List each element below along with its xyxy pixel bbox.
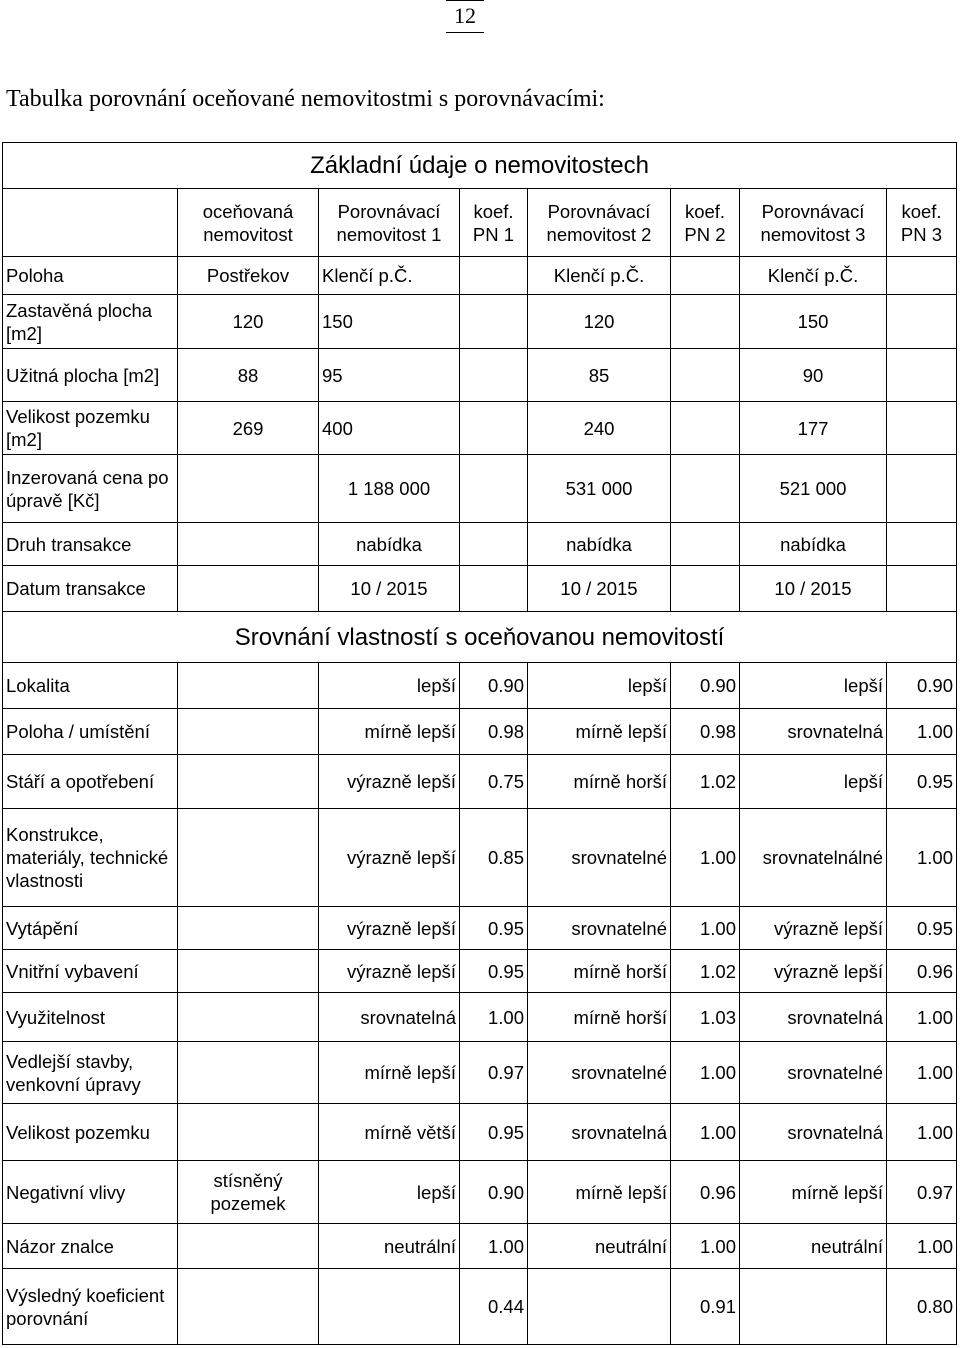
pn1-coefficient: 0.75 bbox=[460, 755, 528, 809]
comparison-table bbox=[2, 142, 957, 1345]
row-label: Velikost pozemku [m2] bbox=[3, 402, 178, 455]
pn1-coefficient: 0.95 bbox=[460, 907, 528, 950]
row-label: Stáří a opotřebení bbox=[3, 755, 178, 809]
subject-value bbox=[178, 1104, 319, 1161]
subject-value bbox=[178, 1042, 319, 1104]
pn3-coefficient: 1.00 bbox=[887, 993, 957, 1042]
header-subject: oceňovaná nemovitost bbox=[178, 189, 319, 257]
subject-value bbox=[178, 455, 319, 523]
subject-value bbox=[178, 663, 319, 709]
subject-value bbox=[178, 709, 319, 755]
pn3-result-coefficient: 0.80 bbox=[887, 1269, 957, 1345]
pn3-assessment: výrazně lepší bbox=[740, 907, 887, 950]
row-label: Vnitřní vybavení bbox=[3, 950, 178, 993]
pn2-coefficient: 0.90 bbox=[671, 663, 740, 709]
pn2-assessment: neutrální bbox=[528, 1224, 671, 1269]
section-comparison-title: Srovnání vlastností s oceňovanou nemovitostí bbox=[3, 612, 957, 663]
pn2-assessment: srovnatelné bbox=[528, 809, 671, 907]
pn1-value: 95 bbox=[319, 349, 460, 402]
result-row bbox=[3, 1269, 957, 1345]
pn1-value: 1 188 000 bbox=[319, 455, 460, 523]
pn3-coefficient: 0.96 bbox=[887, 950, 957, 993]
header-label-cell bbox=[3, 189, 178, 257]
table-row bbox=[3, 1161, 957, 1224]
pn3-coefficient: 1.00 bbox=[887, 709, 957, 755]
subject-value bbox=[178, 755, 319, 809]
subject-value bbox=[178, 1224, 319, 1269]
pn1-assessment: výrazně lepší bbox=[319, 950, 460, 993]
pn2-assessment: mírně horší bbox=[528, 993, 671, 1042]
pn1-value: Klenčí p.Č. bbox=[319, 257, 460, 295]
pn2-coefficient: 1.02 bbox=[671, 755, 740, 809]
table-row bbox=[3, 295, 957, 349]
pn2-value: nabídka bbox=[528, 523, 671, 566]
row-label: Velikost pozemku bbox=[3, 1104, 178, 1161]
pn2-assessment: srovnatelné bbox=[528, 1042, 671, 1104]
row-label: Zastavěná plocha [m2] bbox=[3, 295, 178, 349]
row-label: Lokalita bbox=[3, 663, 178, 709]
pn3-coefficient: 0.97 bbox=[887, 1161, 957, 1224]
row-label: Názor znalce bbox=[3, 1224, 178, 1269]
pn2-coefficient: 0.98 bbox=[671, 709, 740, 755]
pn1-coefficient: 0.90 bbox=[460, 663, 528, 709]
pn1-assessment: mírně větší bbox=[319, 1104, 460, 1161]
pn3-value: Klenčí p.Č. bbox=[740, 257, 887, 295]
subject-value: 269 bbox=[178, 402, 319, 455]
row-label: Užitná plocha [m2] bbox=[3, 349, 178, 402]
header-pn1: Porovnávací nemovitost 1 bbox=[319, 189, 460, 257]
pn2-coefficient: 0.96 bbox=[671, 1161, 740, 1224]
pn3-assessment: srovnatelná bbox=[740, 709, 887, 755]
pn1-coefficient: 1.00 bbox=[460, 993, 528, 1042]
pn2-value: Klenčí p.Č. bbox=[528, 257, 671, 295]
page-number: 12 bbox=[430, 0, 500, 33]
pn1-assessment: výrazně lepší bbox=[319, 907, 460, 950]
pn1-value: 400 bbox=[319, 402, 460, 455]
table-row bbox=[3, 1042, 957, 1104]
pn3-coefficient: 0.95 bbox=[887, 907, 957, 950]
pn3-assessment: srovnatelná bbox=[740, 1104, 887, 1161]
row-label: Konstrukce, materiály, technické vlastnosti bbox=[3, 809, 178, 907]
pn2-assessment: mírně horší bbox=[528, 950, 671, 993]
pn1-value: 10 / 2015 bbox=[319, 566, 460, 612]
pn2-coefficient: 1.00 bbox=[671, 907, 740, 950]
row-label: Poloha / umístění bbox=[3, 709, 178, 755]
pn2-assessment: lepší bbox=[528, 663, 671, 709]
pn2-assessment: srovnatelná bbox=[528, 1104, 671, 1161]
pn1-coefficient: 0.95 bbox=[460, 1104, 528, 1161]
header-pn2: Porovnávací nemovitost 2 bbox=[528, 189, 671, 257]
pn3-assessment: výrazně lepší bbox=[740, 950, 887, 993]
row-label: Poloha bbox=[3, 257, 178, 295]
table-row bbox=[3, 663, 957, 709]
pn2-coefficient: 1.03 bbox=[671, 993, 740, 1042]
pn2-value: 10 / 2015 bbox=[528, 566, 671, 612]
pn3-value: 177 bbox=[740, 402, 887, 455]
table-row bbox=[3, 566, 957, 612]
pn1-assessment: lepší bbox=[319, 1161, 460, 1224]
row-label: Využitelnost bbox=[3, 993, 178, 1042]
row-label: Druh transakce bbox=[3, 523, 178, 566]
pn2-value: 240 bbox=[528, 402, 671, 455]
subject-value bbox=[178, 993, 319, 1042]
table-row bbox=[3, 1224, 957, 1269]
row-label: Vytápění bbox=[3, 907, 178, 950]
pn3-assessment: srovnatelná bbox=[740, 993, 887, 1042]
pn3-assessment: lepší bbox=[740, 663, 887, 709]
header-koef-pn2: koef. PN 2 bbox=[671, 189, 740, 257]
table-row bbox=[3, 907, 957, 950]
pn2-assessment: srovnatelné bbox=[528, 907, 671, 950]
table-row bbox=[3, 950, 957, 993]
row-label: Datum transakce bbox=[3, 566, 178, 612]
subject-value: stísněný pozemek bbox=[178, 1161, 319, 1224]
pn3-value: nabídka bbox=[740, 523, 887, 566]
pn1-assessment: srovnatelná bbox=[319, 993, 460, 1042]
subject-value bbox=[178, 907, 319, 950]
row-label: Inzerovaná cena po úpravě [Kč] bbox=[3, 455, 178, 523]
pn1-value: 150 bbox=[319, 295, 460, 349]
pn2-value: 120 bbox=[528, 295, 671, 349]
row-label: Negativní vlivy bbox=[3, 1161, 178, 1224]
pn1-result-coefficient: 0.44 bbox=[460, 1269, 528, 1345]
table-row bbox=[3, 993, 957, 1042]
table-row bbox=[3, 809, 957, 907]
table-row bbox=[3, 709, 957, 755]
pn2-coefficient: 1.00 bbox=[671, 1104, 740, 1161]
pn3-coefficient: 1.00 bbox=[887, 1042, 957, 1104]
section-basic-title: Základní údaje o nemovitostech bbox=[3, 143, 957, 189]
pn3-coefficient: 0.95 bbox=[887, 755, 957, 809]
pn3-value: 521 000 bbox=[740, 455, 887, 523]
pn2-value: 85 bbox=[528, 349, 671, 402]
pn1-assessment: výrazně lepší bbox=[319, 755, 460, 809]
header-pn3: Porovnávací nemovitost 3 bbox=[740, 189, 887, 257]
pn1-coefficient: 0.98 bbox=[460, 709, 528, 755]
pn3-assessment: lepší bbox=[740, 755, 887, 809]
row-label: Výsledný koeficient porovnání bbox=[3, 1269, 178, 1345]
table-row bbox=[3, 349, 957, 402]
pn3-assessment: neutrální bbox=[740, 1224, 887, 1269]
subject-value bbox=[178, 566, 319, 612]
pn2-coefficient: 1.02 bbox=[671, 950, 740, 993]
pn1-coefficient: 0.95 bbox=[460, 950, 528, 993]
pn2-coefficient: 1.00 bbox=[671, 1042, 740, 1104]
pn1-assessment: výrazně lepší bbox=[319, 809, 460, 907]
pn2-assessment: mírně lepší bbox=[528, 709, 671, 755]
pn1-coefficient: 0.97 bbox=[460, 1042, 528, 1104]
pn3-assessment: srovnatelnálné bbox=[740, 809, 887, 907]
document-title: Tabulka porovnání oceňované nemovitostmi s porovnávacími: bbox=[6, 86, 605, 112]
pn1-assessment: lepší bbox=[319, 663, 460, 709]
subject-value bbox=[178, 523, 319, 566]
subject-value: 120 bbox=[178, 295, 319, 349]
pn3-coefficient: 1.00 bbox=[887, 1224, 957, 1269]
pn3-value: 90 bbox=[740, 349, 887, 402]
pn1-value: nabídka bbox=[319, 523, 460, 566]
pn1-assessment: mírně lepší bbox=[319, 709, 460, 755]
subject-value: Postřekov bbox=[178, 257, 319, 295]
pn2-coefficient: 1.00 bbox=[671, 1224, 740, 1269]
subject-value: 88 bbox=[178, 349, 319, 402]
pn3-coefficient: 1.00 bbox=[887, 1104, 957, 1161]
table-row bbox=[3, 755, 957, 809]
header-koef-pn3: koef. PN 3 bbox=[887, 189, 957, 257]
pn1-assessment: neutrální bbox=[319, 1224, 460, 1269]
table-row bbox=[3, 523, 957, 566]
pn1-coefficient: 0.85 bbox=[460, 809, 528, 907]
header-koef-pn1: koef. PN 1 bbox=[460, 189, 528, 257]
pn2-result-coefficient: 0.91 bbox=[671, 1269, 740, 1345]
pn2-value: 531 000 bbox=[528, 455, 671, 523]
table-row bbox=[3, 1104, 957, 1161]
pn2-assessment: mírně horší bbox=[528, 755, 671, 809]
pn3-assessment: srovnatelné bbox=[740, 1042, 887, 1104]
table-row bbox=[3, 455, 957, 523]
table-row bbox=[3, 402, 957, 455]
pn2-coefficient: 1.00 bbox=[671, 809, 740, 907]
pn2-assessment: mírně lepší bbox=[528, 1161, 671, 1224]
subject-value bbox=[178, 950, 319, 993]
subject-value bbox=[178, 809, 319, 907]
pn3-value: 150 bbox=[740, 295, 887, 349]
pn1-coefficient: 0.90 bbox=[460, 1161, 528, 1224]
row-label: Vedlejší stavby, venkovní úpravy bbox=[3, 1042, 178, 1104]
pn1-coefficient: 1.00 bbox=[460, 1224, 528, 1269]
pn3-value: 10 / 2015 bbox=[740, 566, 887, 612]
pn1-assessment: mírně lepší bbox=[319, 1042, 460, 1104]
pn3-coefficient: 0.90 bbox=[887, 663, 957, 709]
table-row bbox=[3, 257, 957, 295]
pn3-assessment: mírně lepší bbox=[740, 1161, 887, 1224]
pn3-coefficient: 1.00 bbox=[887, 809, 957, 907]
